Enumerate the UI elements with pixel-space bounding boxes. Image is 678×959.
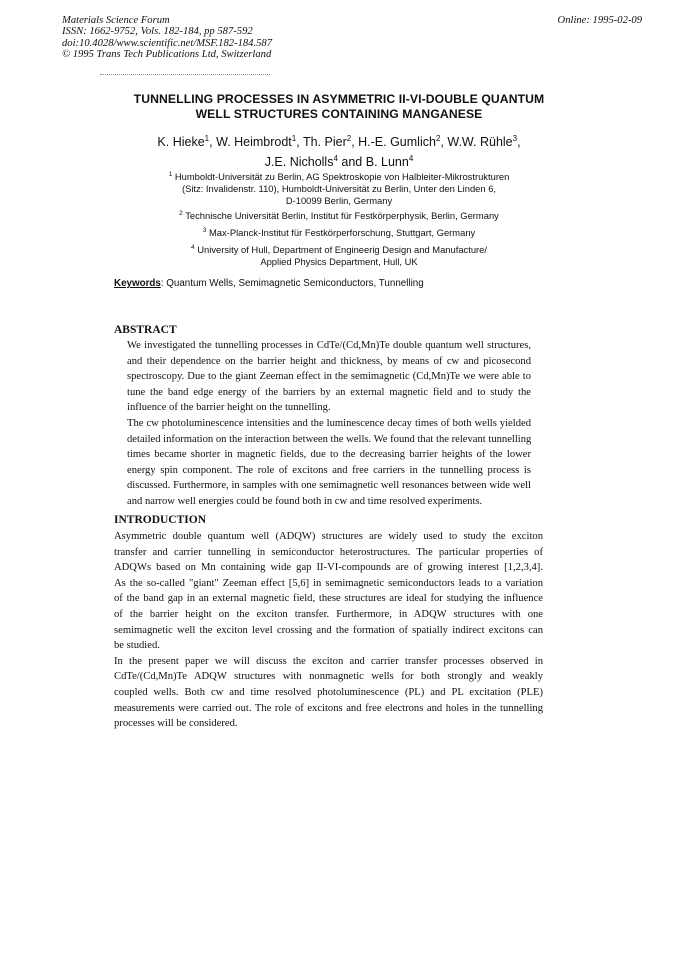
affiliation-line: Technische Universität Berlin, Institut für Festkörperphysik, Berlin, Germany [185, 210, 499, 222]
author-name: B. Lunn [365, 154, 409, 169]
affiliation-mark: 3 [202, 227, 207, 234]
paper-title [0, 92, 678, 121]
introduction-line: semimagnetic well the exciton level crossing and the formation of spatially indirect excitons can [114, 624, 543, 636]
abstract-line: discussed. Furthermore, in samples with one semimagnetic well resonances between wide well [127, 480, 531, 492]
affiliation-line: D-10099 Berlin, Germany [285, 195, 393, 207]
keywords-label: Keywords [114, 278, 161, 289]
affiliation-mark: 4 [191, 244, 195, 251]
affiliation-line: Humboldt-Universität zu Berlin, AG Spektroskopie von Halbleiter-Mikrostrukturen [174, 171, 510, 183]
abstract-body [127, 338, 531, 510]
author-name: Th. Pier [302, 135, 347, 150]
author-affiliation-mark: 4 [333, 153, 338, 163]
author-name: H.-E. Gumlich [358, 135, 436, 150]
affiliation-1 [0, 169, 678, 207]
author-list: K. Hieke$^1$, W. Heimbrodt$^1$, Th. Pier$^2$, H.-E. Gumlich$^2$, W.W. Rühle$^3$, J.E. Nicholls$^4$ and B. Lunn$^4$ [157, 134, 521, 169]
author-name: J.E. Nicholls [264, 154, 334, 169]
title-line: WELL STRUCTURES CONTAINING MANGANESE [195, 106, 483, 121]
author-name: W. Heimbrodt [216, 135, 292, 150]
introduction-line: ADQWs based on Mn containing wide gap II-VI-compounds are of growing interest [1,2,3,4]. [114, 562, 543, 574]
author-name: W.W. Rühle [447, 135, 513, 150]
author-affiliation-mark: 4 [408, 153, 414, 163]
cropped-text-remnant [100, 74, 270, 78]
doi-line: doi:10.4028/www.scientific.net/MSF.182-184.587 [62, 37, 272, 49]
abstract-line: influence of the barrier height on the tunnelling. [127, 402, 331, 414]
affiliation-mark: 2 [179, 210, 183, 217]
introduction-line: measurements were carried out. The role of excitons and free electrons and holes in the tunnelling [114, 702, 543, 714]
introduction-line: As the so-called "giant" Zeeman effect [5,6] in semimagnetic semiconductors leads to a variation [114, 577, 543, 589]
affiliation-line: (Sitz: Invalidenstr. 110), Humboldt-Universität zu Berlin, Unter den Linden 6, [181, 183, 497, 195]
affiliation-2 [0, 208, 678, 222]
issn-line: ISSN: 1662-9752, Vols. 182-184, pp 587-592 [62, 26, 253, 38]
author-affiliation-mark: 1 [204, 134, 210, 143]
introduction-heading: INTRODUCTION [114, 514, 207, 526]
online-date: Online: 1995-02-09 [557, 15, 642, 26]
author-affiliation-mark: 3 [512, 134, 518, 143]
abstract-line: We investigated the tunnelling processes in CdTe/(Cd,Mn)Te double quantum well structures, [127, 340, 531, 351]
abstract-line: detailed information on the interaction between the wells. We found that the relevant tunnelling [127, 433, 532, 445]
introduction-line: In the present paper we will discuss the exciton and carrier transfer processes observed in [114, 655, 543, 667]
abstract-line: times became shorter in magnetic fields, due to the decreasing barrier heights of the lower [127, 449, 531, 461]
journal-name: Materials Science Forum [62, 15, 170, 26]
introduction-line: transfer and carrier tunnelling in semiconductor heterostructures. The particular properties of [114, 546, 543, 558]
affiliation-3 [0, 225, 678, 239]
author-affiliation-mark: 2 [435, 134, 441, 143]
affiliation-line: Applied Physics Department, Hull, UK [260, 256, 418, 268]
introduction-body [114, 529, 543, 732]
affiliation-mark: 1 [168, 171, 173, 178]
affiliation-line: Max-Planck-Institut für Festkörperforschung, Stuttgart, Germany [208, 227, 476, 239]
introduction-line: of the barrier height on the exciton transfer. Furthermore, in ADQW structures with one [114, 608, 543, 620]
abstract-line: and their dependence on the barrier height and thickness, by means of cw and picosecond [127, 355, 531, 367]
author-affiliation-mark: 1 [291, 134, 297, 143]
abstract-line: The cw photoluminescence intensities and the luminescence decay times of both wells yielded [127, 417, 531, 429]
abstract-line: spectroscopy. Due to the giant Zeeman effect in the semimagnetic (Cd,Mn)Te we were able to [127, 371, 531, 383]
abstract-line: energy spin component. The role of excitons and free carriers in the tunnelling process is [127, 464, 531, 476]
keywords-text: : Quantum Wells, Semimagnetic Semiconductors, Tunnelling [160, 278, 424, 289]
introduction-line: processes will be considered. [114, 718, 238, 730]
affiliation-line: University of Hull, Department of Engineerig Design and Manufacture/ [197, 244, 487, 256]
author-affiliation-mark: 2 [346, 134, 352, 143]
keywords [114, 278, 424, 289]
introduction-line: of the band gap in an external magnetic field, these structures are ideal for studying the influence [114, 593, 543, 605]
publication-header [62, 15, 272, 61]
author-conjunction: and [341, 154, 363, 169]
abstract-heading: ABSTRACT [114, 324, 177, 336]
author-name: K. Hieke [157, 135, 205, 150]
introduction-line: CdTe/(Cd,Mn)Te ADQW structures with nonmagnetic wells for both strongly and weakly [114, 671, 543, 683]
title-line: TUNNELLING PROCESSES IN ASYMMETRIC II-VI-DOUBLE QUANTUM [133, 92, 545, 106]
affiliation-4 [0, 242, 678, 268]
introduction-line: be studied. [114, 640, 160, 652]
introduction-line: coupled wells. Both cw and time resolved photoluminescence (PL) and PL excitation (PLE) [114, 686, 543, 698]
abstract-line: tune the band edge energy of the barriers by an external magnetic field and to study the [127, 386, 531, 398]
copyright-line: © 1995 Trans Tech Publications Ltd, Switzerland [62, 49, 272, 61]
abstract-line: and narrow well energies could be found both in cw and time resolved experiments. [127, 495, 483, 507]
introduction-line: Asymmetric double quantum well (ADQW) structures are widely used to study the exciton [114, 531, 543, 542]
